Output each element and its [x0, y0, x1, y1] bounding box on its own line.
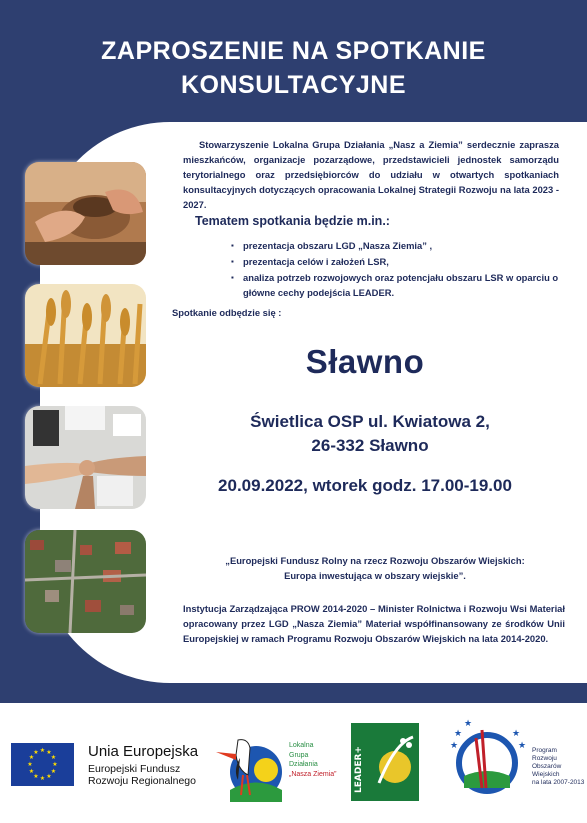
prow-years: na lata 2007-2013: [532, 779, 585, 786]
lgd-name: [289, 741, 336, 779]
address: [180, 410, 560, 458]
lgd-quote: „Nasza Ziemia”: [289, 770, 337, 778]
eu-fund-line-1: Europejski Fundusz: [88, 763, 181, 775]
title-line-2: KONSULTACYJNE: [180, 71, 407, 99]
eu-title: Unia Europejska: [88, 743, 199, 760]
eu-fund-line-2: Rozwoju Regionalnego: [88, 775, 196, 787]
lgd-line: Grupa: [289, 751, 309, 759]
quote-line-2: Europa inwestująca w obszary wiejskie”.: [284, 570, 466, 581]
teamwork-photo: [25, 406, 146, 509]
fund-quote: [185, 553, 565, 583]
leader-label: LEADER+: [354, 746, 364, 793]
svg-text:★: ★: [39, 775, 46, 782]
svg-text:★: ★: [464, 719, 473, 729]
svg-text:★: ★: [454, 729, 463, 739]
lgd-line: Lokalna: [289, 742, 314, 749]
topics-list: [231, 238, 561, 301]
svg-text:★: ★: [46, 773, 52, 780]
title-line-1: ZAPROSZENIE NA SPOTKANIE: [101, 37, 486, 65]
svg-text:★: ★: [28, 768, 35, 775]
svg-text:★: ★: [33, 749, 39, 756]
list-item: ▪ analiza potrzeb rozwojowych oraz potencjału obszaru LSR w oparciu o główne cechy podejścia LEADER.: [231, 270, 561, 300]
wheat-photo: [25, 284, 146, 387]
svg-text:★: ★: [518, 741, 527, 751]
prow-line: Obszarów: [532, 763, 562, 770]
prow-line: Program: [532, 747, 557, 754]
svg-text:★: ★: [39, 747, 46, 754]
eu-flag-icon: [11, 743, 74, 786]
list-item: ▪ prezentacja obszaru LGD „Nasza Ziemia” ,: [231, 238, 561, 253]
quote-line-1: „Europejski Fundusz Rolny na rzecz Rozwoju Obszarów Wiejskich:: [225, 555, 525, 566]
prow-line: Rozwoju: [532, 755, 557, 762]
svg-text:★: ★: [27, 761, 33, 768]
topics-heading: Tematem spotkania będzie m.in.:: [195, 214, 390, 228]
svg-text:★: ★: [33, 773, 39, 780]
lgd-line: Działania: [289, 761, 318, 768]
prow-logo-icon: [446, 718, 528, 804]
intro-paragraph: Stowarzyszenie Lokalna Grupa Działania „Nasz a Ziemia” serdecznie zaprasza mieszkańców, organizacje pozarządowe, przedstawicieli jednostek samorządu terytorialnego oraz przedsiębiorców do udziału w otwartych spotkaniach konsultacyjnych dotyczących opracowania Lokalnej Strategii Rozwoju na lata 2023 - 2027.: [183, 139, 559, 210]
svg-text:★: ★: [512, 729, 521, 739]
city-name: Sławno: [305, 343, 425, 380]
meeting-datetime: 20.09.2022, wtorek godz. 17.00-19.00: [218, 476, 512, 495]
prow-line: Wiejskich: [532, 771, 560, 778]
prow-name: [532, 747, 584, 787]
village-photo: [25, 530, 146, 633]
svg-text:★: ★: [50, 768, 57, 775]
footer-logos: [0, 703, 587, 823]
list-item: ▪ prezentacja celów i założeń LSR,: [231, 254, 561, 269]
address-line-1: Świetlica OSP ul. Kwiatowa 2,: [250, 412, 490, 431]
meeting-label: Spotkanie odbędzie się :: [172, 307, 282, 318]
svg-text:★: ★: [46, 749, 52, 756]
leader-logo-icon: [351, 723, 419, 801]
svg-text:★: ★: [450, 741, 459, 751]
svg-text:★: ★: [52, 761, 58, 768]
eu-fund-name: [88, 763, 196, 787]
stork-logo-icon: [208, 730, 284, 802]
pottery-photo: [25, 162, 146, 265]
address-line-2: 26-332 Sławno: [311, 436, 429, 455]
institution-note: Instytucja Zarządzająca PROW 2014-2020 – Minister Rolnictwa i Rozwoju Wsi Materiał opracowany przez LGD „Nasza Ziemia” Materiał współfinansowany ze środków Unii Europejskiej w ramach Programu Rozwoju Obszarów Wiejskich na lata 2014-2020.: [183, 603, 565, 644]
page-title: [0, 34, 587, 102]
svg-text:★: ★: [28, 754, 35, 761]
svg-text:★: ★: [50, 754, 57, 761]
